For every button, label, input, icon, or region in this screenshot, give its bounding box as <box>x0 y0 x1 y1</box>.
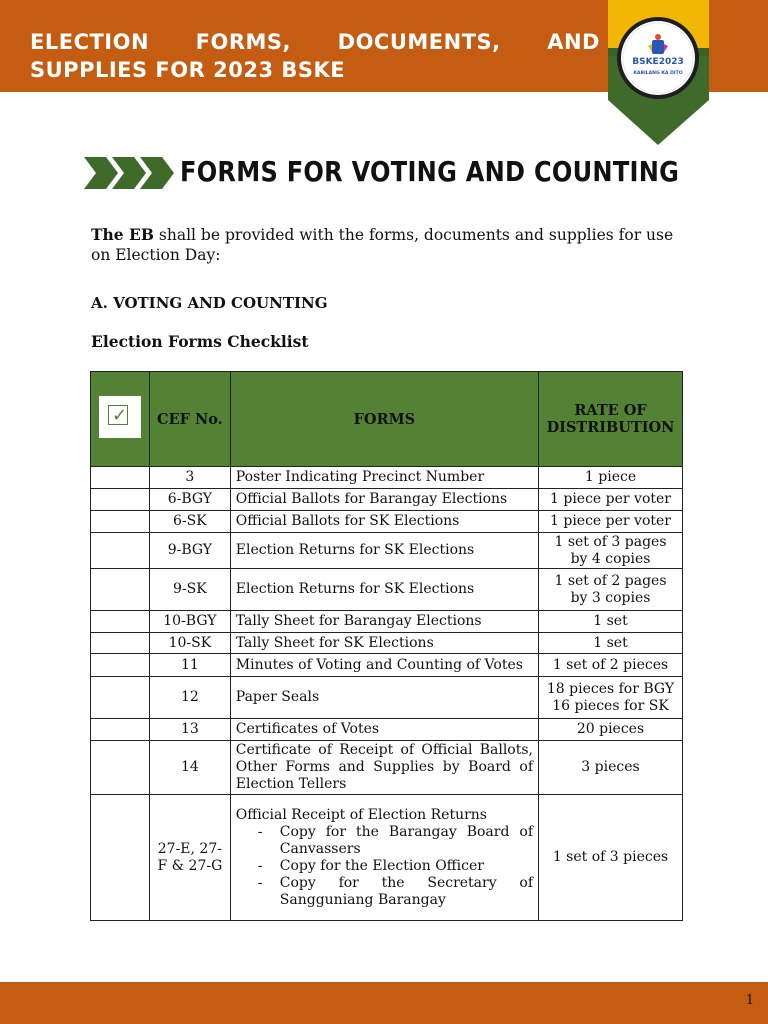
intro-paragraph <box>91 225 681 265</box>
footer-band <box>0 982 768 1024</box>
page-number: 1 <box>745 993 754 1008</box>
rate-cell: 1 set of 3 pieces <box>539 795 683 921</box>
cef-cell: 12 <box>149 677 230 719</box>
cef-cell: 3 <box>149 467 230 489</box>
form-cell: Election Returns for SK Elections <box>230 569 538 611</box>
rate-cell: 1 piece <box>539 467 683 489</box>
cef-cell: 10-BGY <box>149 611 230 633</box>
form-cell: Tally Sheet for Barangay Elections <box>230 611 538 633</box>
table-row <box>91 633 683 654</box>
rate-cell: 18 pieces for BGY 16 pieces for SK <box>539 677 683 719</box>
form-title: Official Receipt of Election Returns <box>235 806 487 823</box>
rate-cell: 1 set of 2 pages by 3 copies <box>539 569 683 611</box>
header-rate: RATE OF DISTRIBUTION <box>539 372 683 467</box>
rate-cell: 1 set of 3 pages by 4 copies <box>539 533 683 569</box>
form-cell <box>230 795 538 921</box>
table-row <box>91 489 683 511</box>
rate-cell: 20 pieces <box>539 719 683 741</box>
check-cell <box>91 677 150 719</box>
rate-cell: 3 pieces <box>539 741 683 795</box>
cef-cell: 13 <box>149 719 230 741</box>
list-item: - Copy for the Barangay Board of Canvassers <box>280 824 533 858</box>
election-forms-table <box>90 371 683 921</box>
check-cell <box>91 795 150 921</box>
table-row <box>91 741 683 795</box>
check-cell <box>91 654 150 677</box>
table-row <box>91 795 683 921</box>
rate-cell: 1 set of 2 pieces <box>539 654 683 677</box>
triple-chevron-icon <box>84 157 174 189</box>
table-row <box>91 719 683 741</box>
check-cell <box>91 741 150 795</box>
form-cell: Poster Indicating Precinct Number <box>230 467 538 489</box>
cef-cell: 9-SK <box>149 569 230 611</box>
checkbox-icon: ✓ <box>99 396 141 438</box>
cef-cell: 14 <box>149 741 230 795</box>
table-row <box>91 611 683 633</box>
page-header-title: ELECTION FORMS, DOCUMENTS, AND SUPPLIES FOR 2023 BSKE <box>30 30 600 82</box>
rate-cell: 1 piece per voter <box>539 511 683 533</box>
form-cell: Official Ballots for SK Elections <box>230 511 538 533</box>
table-row <box>91 533 683 569</box>
form-cell: Paper Seals <box>230 677 538 719</box>
form-cell: Minutes of Voting and Counting of Votes <box>230 654 538 677</box>
header-forms: FORMS <box>230 372 538 467</box>
form-cell: Official Ballots for Barangay Elections <box>230 489 538 511</box>
check-cell <box>91 611 150 633</box>
rate-cell: 1 piece per voter <box>539 489 683 511</box>
table-row <box>91 511 683 533</box>
sub-item-list <box>236 824 533 909</box>
table-header-row <box>91 372 683 467</box>
form-cell: Tally Sheet for SK Elections <box>230 633 538 654</box>
check-cell <box>91 533 150 569</box>
check-cell <box>91 719 150 741</box>
header-checkbox-cell <box>91 372 150 467</box>
rate-cell: 1 set <box>539 611 683 633</box>
bske-logo-badge <box>608 0 709 145</box>
logo-tagline-text: KABILANG KA DITO <box>633 71 683 76</box>
form-cell: Certificates of Votes <box>230 719 538 741</box>
cef-cell: 9-BGY <box>149 533 230 569</box>
list-item: - Copy for the Secretary of Sangguniang Barangay <box>280 875 533 909</box>
intro-bold-lead: The EB <box>91 225 154 244</box>
table-row <box>91 569 683 611</box>
check-cell <box>91 489 150 511</box>
check-cell <box>91 633 150 654</box>
header-cef-no: CEF No. <box>149 372 230 467</box>
cef-cell: 6-SK <box>149 511 230 533</box>
subheading-voting-counting: A. VOTING AND COUNTING <box>91 294 328 312</box>
subheading-checklist: Election Forms Checklist <box>91 332 309 351</box>
intro-text: shall be provided with the forms, documents and supplies for use on Election Day: <box>91 226 674 264</box>
table-row <box>91 677 683 719</box>
form-cell: Election Returns for SK Elections <box>230 533 538 569</box>
table-row <box>91 654 683 677</box>
table-row <box>91 467 683 489</box>
logo-bske-text: BSKE2023 <box>632 57 684 67</box>
cef-cell: 10-SK <box>149 633 230 654</box>
list-item: - Copy for the Election Officer <box>280 858 533 875</box>
section-heading: FORMS FOR VOTING AND COUNTING <box>180 155 680 188</box>
rate-cell: 1 set <box>539 633 683 654</box>
cef-cell: 11 <box>149 654 230 677</box>
check-cell <box>91 569 150 611</box>
cef-cell: 6-BGY <box>149 489 230 511</box>
form-cell: Certificate of Receipt of Official Ballots, Other Forms and Supplies by Board of Election Tellers <box>230 741 538 795</box>
cef-cell: 27-E, 27-F & 27-G <box>149 795 230 921</box>
check-cell <box>91 511 150 533</box>
check-cell <box>91 467 150 489</box>
